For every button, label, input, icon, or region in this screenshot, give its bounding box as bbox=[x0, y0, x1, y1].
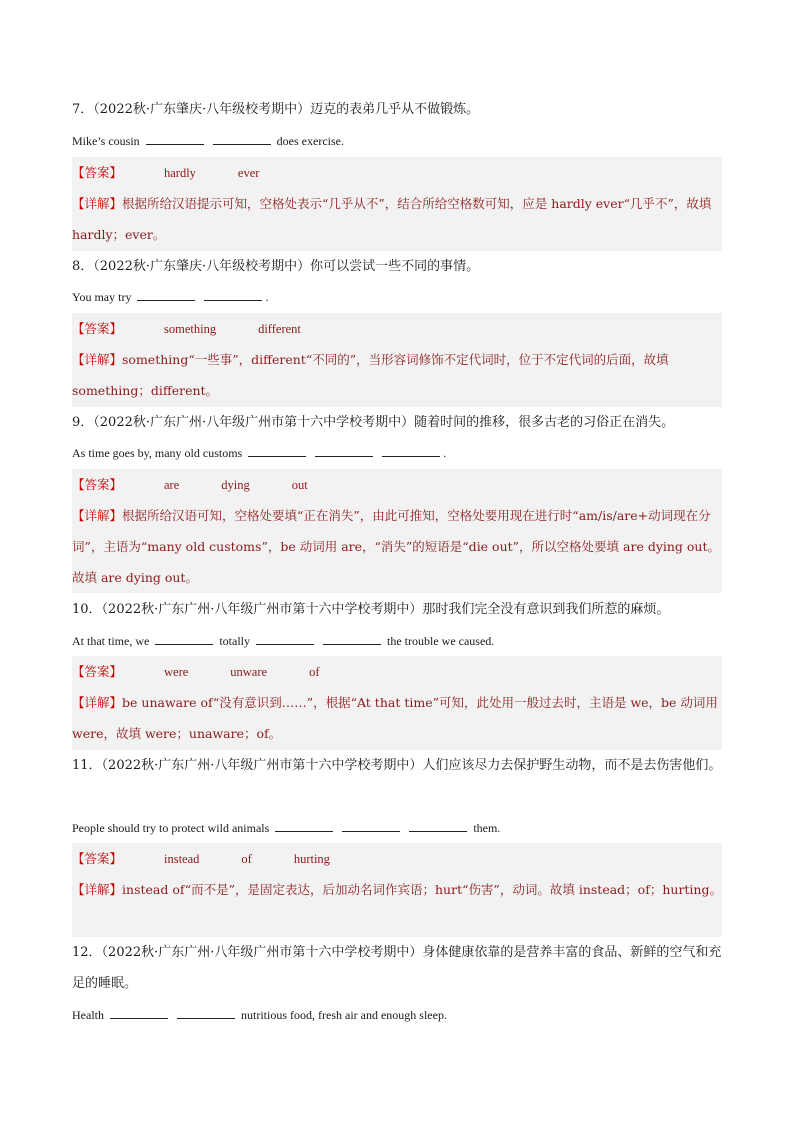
detail-row: 【详解】instead of“而不是”，是固定表达，后加动名词作宾语；hurt“伤害”，动词。故填 instead；of；hurting。 bbox=[72, 882, 722, 897]
blank[interactable] bbox=[315, 445, 373, 457]
blank[interactable] bbox=[137, 289, 195, 301]
blank[interactable] bbox=[146, 133, 204, 145]
question-9-prompt: 9．（2022秋·广东广州·八年级广州市第十六中学校考期中）随着时间的推移，很多古老的习俗正在消失。 bbox=[72, 415, 675, 430]
detail-label: 【详解】 bbox=[72, 508, 123, 523]
question-12-prompt: 12．（2022秋·广东广州·八年级广州市第十六中学校考期中）身体健康依靠的是营养丰富的食品、新鲜的空气和充足的睡眠。 bbox=[72, 945, 722, 991]
blank[interactable] bbox=[256, 633, 314, 645]
answer-row: 【答案】 hardly ever bbox=[72, 165, 260, 180]
answer-row: 【答案】 instead of hurting bbox=[72, 851, 330, 866]
question-11-solution bbox=[72, 843, 722, 937]
blank[interactable] bbox=[248, 445, 306, 457]
blank[interactable] bbox=[213, 133, 271, 145]
detail-label: 【详解】 bbox=[72, 196, 123, 211]
question-7-sentence: Mike’s cousin does exercise. bbox=[72, 134, 344, 148]
answer-row: 【答案】 something different bbox=[72, 321, 301, 336]
blank[interactable] bbox=[382, 445, 440, 457]
answer-label: 【答案】 bbox=[72, 851, 123, 866]
detail-row: 【详解】根据所给汉语可知，空格处要填“正在消失”，由此可推知，空格处要用现在进行时“am/is/are+动词现在分词”，主语为“many old customs”，be 动词用 are，“消失”的短语是“die out”，所以空格处要填 are dying out。故填 are dying out。 bbox=[72, 508, 721, 585]
question-11-sentence: People should try to protect wild animals them. bbox=[72, 821, 501, 835]
detail-label: 【详解】 bbox=[72, 352, 123, 367]
answer-label: 【答案】 bbox=[72, 477, 123, 492]
blank[interactable] bbox=[110, 1007, 168, 1019]
question-7-prompt: 7．（2022秋·广东肇庆·八年级校考期中）迈克的表弟几乎从不做锻炼。 bbox=[72, 102, 480, 117]
question-8-solution bbox=[72, 313, 722, 407]
question-12-sentence: Health nutritious food, fresh air and enough sleep. bbox=[72, 1008, 447, 1022]
detail-label: 【详解】 bbox=[72, 695, 123, 710]
detail-row: 【详解】根据所给汉语提示可知，空格处表示“几乎从不”，结合所给空格数可知，应是 hardly ever“几乎不”，故填 hardly；ever。 bbox=[72, 196, 712, 242]
blank[interactable] bbox=[204, 289, 262, 301]
answer-label: 【答案】 bbox=[72, 165, 123, 180]
question-9-solution bbox=[72, 469, 722, 593]
detail-row: 【详解】be unaware of“没有意识到……”，根据“At that time”可知，此处用一般过去时，主语是 we，be 动词用 were，故填 were；unaware；of。 bbox=[72, 695, 718, 741]
answer-label: 【答案】 bbox=[72, 664, 123, 679]
blank[interactable] bbox=[342, 820, 400, 832]
question-7-solution bbox=[72, 157, 722, 251]
blank[interactable] bbox=[155, 633, 213, 645]
question-11-prompt: 11．（2022秋·广东广州·八年级广州市第十六中学校考期中）人们应该尽力去保护野生动物，而不是去伤害他们。 bbox=[72, 758, 722, 773]
question-8-sentence: You may try . bbox=[72, 290, 269, 304]
blank[interactable] bbox=[177, 1007, 235, 1019]
blank[interactable] bbox=[323, 633, 381, 645]
answer-label: 【答案】 bbox=[72, 321, 123, 336]
question-10-sentence: At that time, we totally the trouble we caused. bbox=[72, 634, 495, 648]
blank[interactable] bbox=[409, 820, 467, 832]
detail-label: 【详解】 bbox=[72, 882, 123, 897]
answer-row: 【答案】 were unware of bbox=[72, 664, 320, 679]
blank[interactable] bbox=[275, 820, 333, 832]
question-10-prompt: 10．（2022秋·广东广州·八年级广州市第十六中学校考期中）那时我们完全没有意识到我们所惹的麻烦。 bbox=[72, 602, 670, 617]
detail-row: 【详解】something“一些事”，different“不同的”，当形容词修饰不定代词时，位于不定代词的后面，故填 something；different。 bbox=[72, 352, 669, 398]
question-10-solution bbox=[72, 656, 722, 750]
question-9-sentence: As time goes by, many old customs . bbox=[72, 446, 447, 460]
question-8-prompt: 8．（2022秋·广东肇庆·八年级校考期中）你可以尝试一些不同的事情。 bbox=[72, 259, 480, 274]
answer-row: 【答案】 are dying out bbox=[72, 477, 308, 492]
